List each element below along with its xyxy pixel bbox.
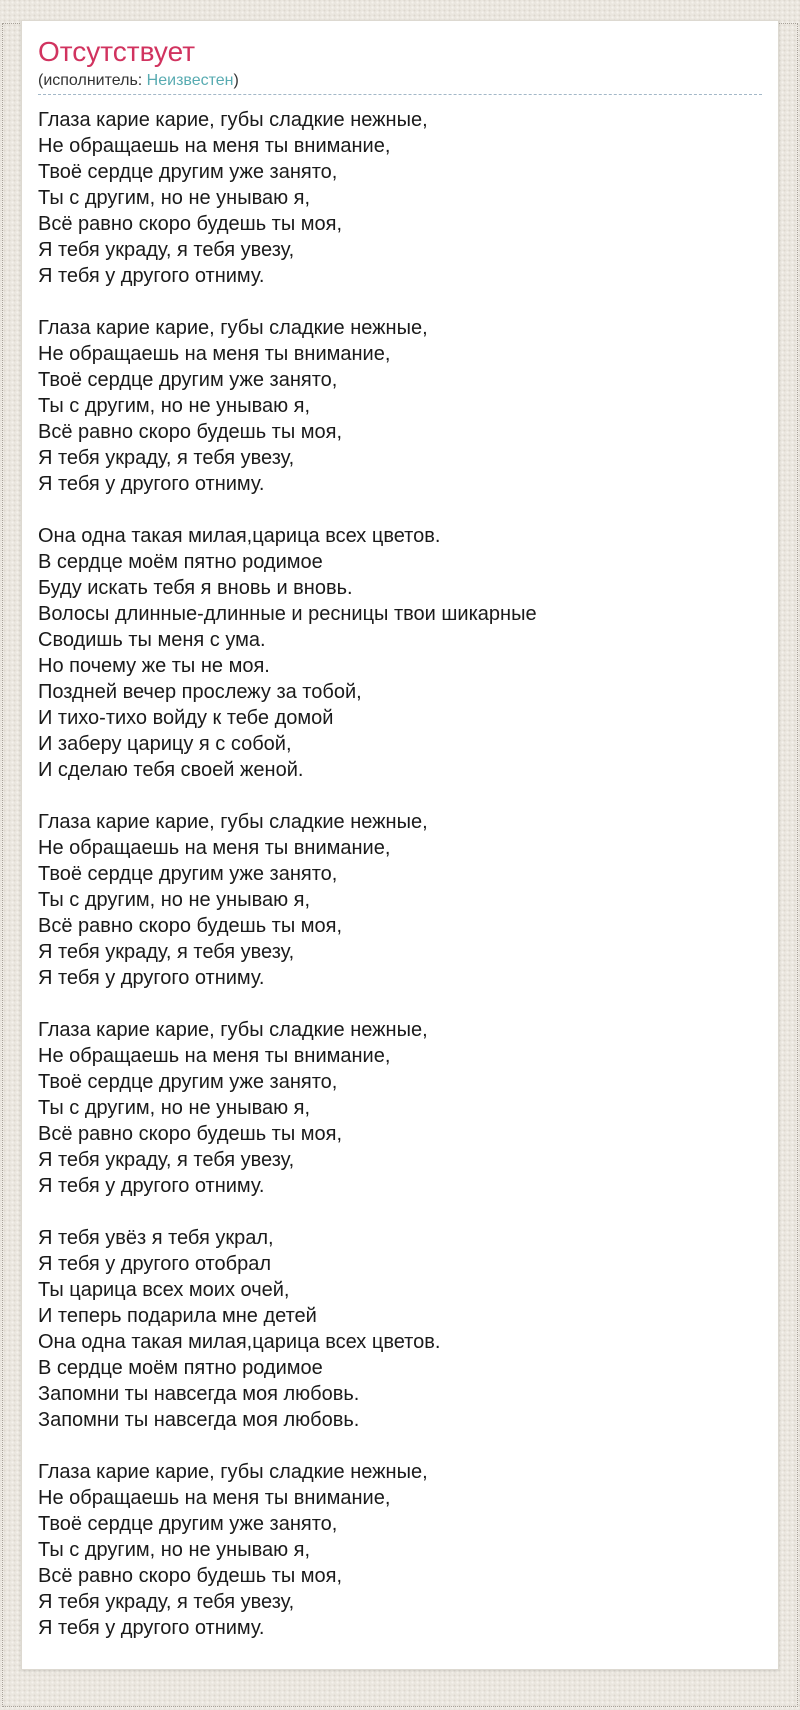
lyrics-line: Но почему же ты не моя. — [38, 655, 270, 677]
lyrics-line: Ты с другим, но не унываю я, — [38, 889, 311, 911]
artist-line — [38, 70, 762, 91]
lyrics-line: Не обращаешь на меня ты внимание, — [38, 1045, 391, 1067]
lyrics-line: Я тебя у другого отниму. — [38, 1617, 265, 1639]
lyrics-line: Я тебя у другого отниму. — [38, 1175, 265, 1197]
lyrics-line: И теперь подарила мне детей — [38, 1305, 317, 1327]
lyrics-line: Я тебя у другого отниму. — [38, 967, 265, 989]
lyrics-line: И тихо-тихо войду к тебе домой — [38, 707, 334, 729]
lyrics-line: Твоё сердце другим уже занято, — [38, 863, 338, 885]
stanza — [38, 523, 762, 783]
lyrics-line: В сердце моём пятно родимое — [38, 551, 323, 573]
lyrics-line: Волосы длинные-длинные и ресницы твои шикарные — [38, 603, 537, 625]
lyrics-line: Твоё сердце другим уже занято, — [38, 161, 338, 183]
song-header — [38, 36, 762, 95]
lyrics-line: Я тебя украду, я тебя увезу, — [38, 941, 295, 963]
lyrics-line: Я тебя украду, я тебя увезу, — [38, 1591, 295, 1613]
lyrics-line: Запомни ты навсегда моя любовь. — [38, 1409, 360, 1431]
stanza — [38, 809, 762, 991]
lyrics-line: Ты с другим, но не унываю я, — [38, 1539, 311, 1561]
lyrics-line: Не обращаешь на меня ты внимание, — [38, 135, 391, 157]
stanza — [38, 1459, 762, 1641]
stanza — [38, 1017, 762, 1199]
lyrics-line: И сделаю тебя своей женой. — [38, 759, 304, 781]
lyrics-line: Я тебя у другого отниму. — [38, 473, 265, 495]
lyrics-line: И заберу царицу я с собой, — [38, 733, 292, 755]
lyrics — [38, 107, 762, 1641]
lyrics-line: Всё равно скоро будешь ты моя, — [38, 213, 343, 235]
lyrics-line: Я тебя у другого отобрал — [38, 1253, 271, 1275]
lyrics-line: Я тебя у другого отниму. — [38, 265, 265, 287]
lyrics-line: Не обращаешь на меня ты внимание, — [38, 343, 391, 365]
lyrics-line: Буду искать тебя я вновь и вновь. — [38, 577, 353, 599]
lyrics-line: Поздней вечер прослежу за тобой, — [38, 681, 362, 703]
page-background — [0, 20, 800, 1710]
lyrics-line: Не обращаешь на меня ты внимание, — [38, 1487, 391, 1509]
stanza — [38, 107, 762, 289]
lyrics-line: Она одна такая милая,царица всех цветов. — [38, 1331, 441, 1353]
lyrics-line: Твоё сердце другим уже занято, — [38, 1513, 338, 1535]
lyrics-line: Запомни ты навсегда моя любовь. — [38, 1383, 360, 1405]
artist-prefix-label: (исполнитель: — [38, 72, 147, 89]
lyrics-line: Глаза карие карие, губы сладкие нежные, — [38, 317, 428, 339]
lyrics-line: Я тебя украду, я тебя увезу, — [38, 447, 295, 469]
song-title: Отсутствует — [38, 36, 196, 67]
lyrics-line: Глаза карие карие, губы сладкие нежные, — [38, 1461, 428, 1483]
lyrics-line: Твоё сердце другим уже занято, — [38, 1071, 338, 1093]
lyrics-line: Всё равно скоро будешь ты моя, — [38, 421, 343, 443]
lyrics-line: Я тебя увёз я тебя украл, — [38, 1227, 274, 1249]
artist-link[interactable]: Неизвестен — [146, 72, 234, 89]
lyrics-card — [21, 20, 779, 1670]
lyrics-line: Я тебя украду, я тебя увезу, — [38, 239, 295, 261]
lyrics-line: Всё равно скоро будешь ты моя, — [38, 1123, 343, 1145]
lyrics-line: Глаза карие карие, губы сладкие нежные, — [38, 109, 428, 131]
lyrics-line: Я тебя украду, я тебя увезу, — [38, 1149, 295, 1171]
stanza — [38, 1225, 762, 1433]
lyrics-line: Ты с другим, но не унываю я, — [38, 395, 311, 417]
lyrics-line: Она одна такая милая,царица всех цветов. — [38, 525, 441, 547]
lyrics-line: Ты с другим, но не унываю я, — [38, 187, 311, 209]
lyrics-line: Твоё сердце другим уже занято, — [38, 369, 338, 391]
stanza — [38, 315, 762, 497]
lyrics-line: Ты с другим, но не унываю я, — [38, 1097, 311, 1119]
lyrics-line: Сводишь ты меня с ума. — [38, 629, 266, 651]
lyrics-line: Ты царица всех моих очей, — [38, 1279, 290, 1301]
artist-suffix-label: ) — [233, 72, 239, 89]
lyrics-line: Глаза карие карие, губы сладкие нежные, — [38, 811, 428, 833]
lyrics-line: Глаза карие карие, губы сладкие нежные, — [38, 1019, 428, 1041]
lyrics-line: Не обращаешь на меня ты внимание, — [38, 837, 391, 859]
lyrics-line: В сердце моём пятно родимое — [38, 1357, 323, 1379]
lyrics-line: Всё равно скоро будешь ты моя, — [38, 915, 343, 937]
lyrics-line: Всё равно скоро будешь ты моя, — [38, 1565, 343, 1587]
